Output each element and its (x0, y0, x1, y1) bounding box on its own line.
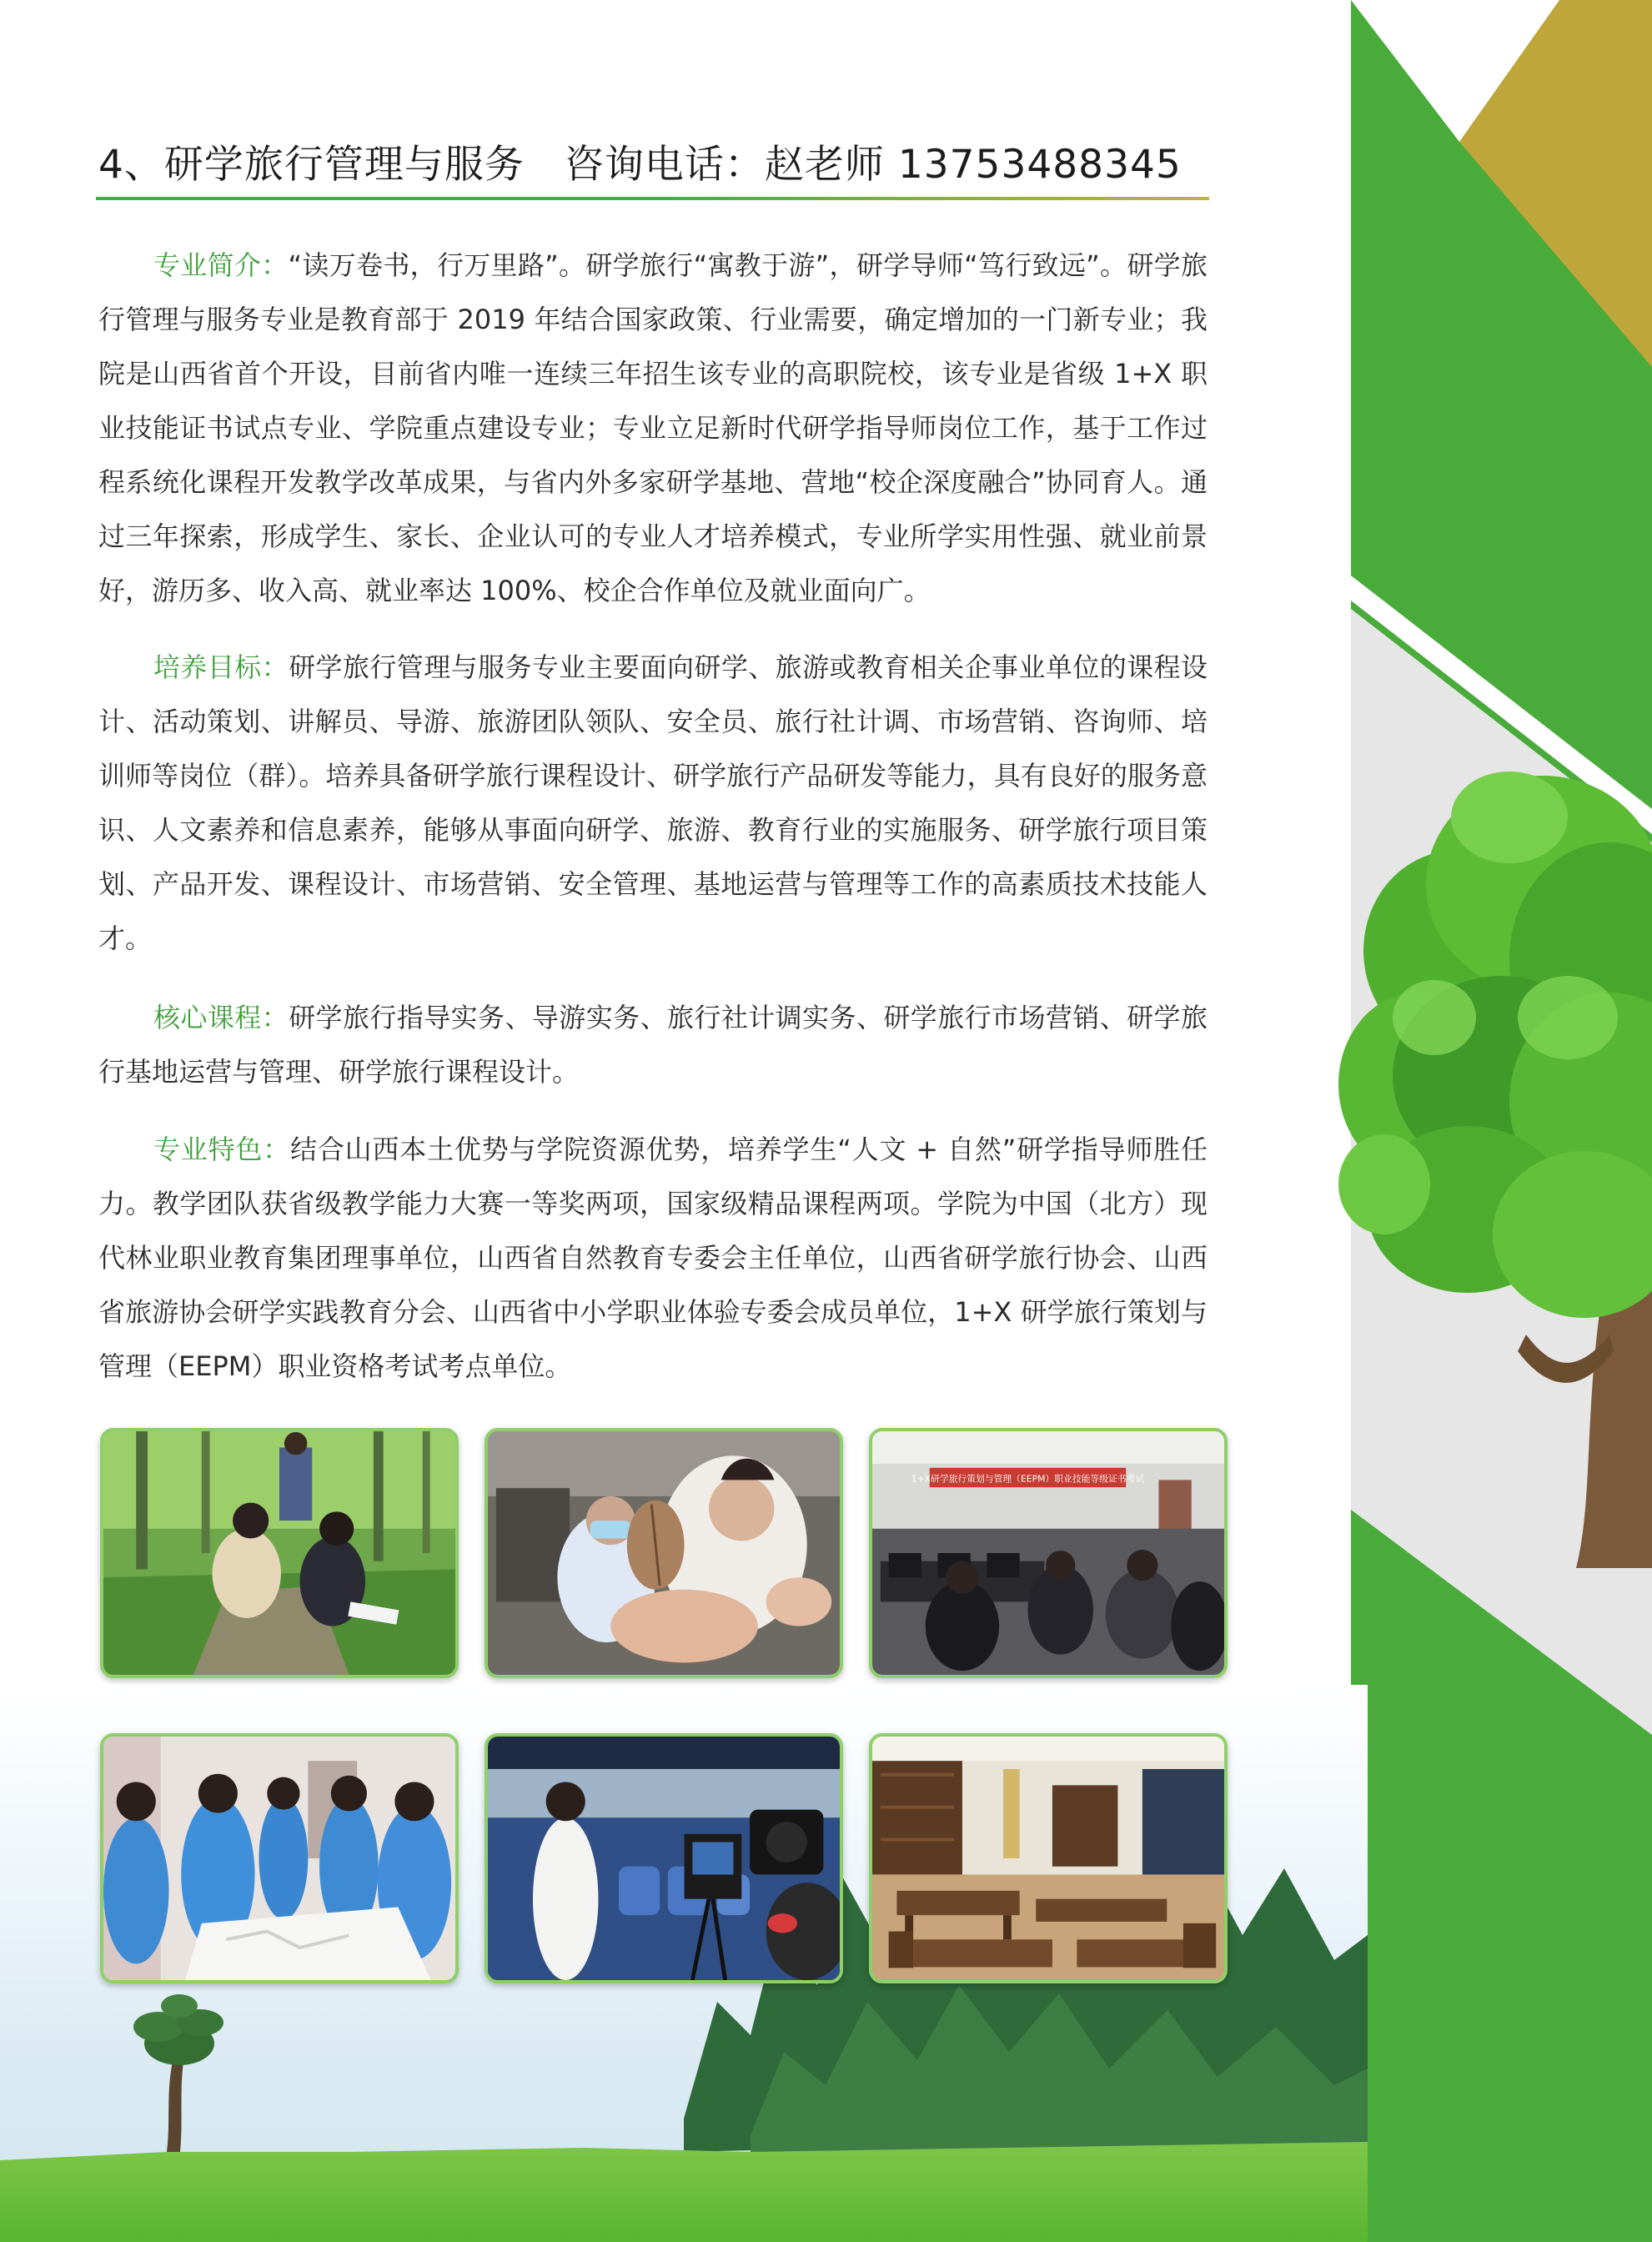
photo-student-team (100, 1733, 459, 1983)
intro-text: “读万卷书，行万里路”。研学旅行“寓教于游”，研学导师“笃行致远”。研学旅行管理与服务专业是教育部于 2019 年结合国家政策、行业需要，确定增加的一门新专业；我院是山西省首个开设，目前省内唯一连续三年招生该专业的高职院校，该专业是省级 1+X 职业技能证书试点专业、学院重点建设专业；专业立足新时代研学指导师岗位工作，基于工作过程系统化课程开发教学改革成果，与省内外多家研学基地、营地“校企深度融合”协同育人。通过三年探索，形成学生、家长、企业认可的专业人才培养模式，专业所学实用性强、就业前景好，游历多、收入高、就业率达 100%、校企合作单位及就业面向广。 (98, 249, 1208, 606)
section-title (98, 133, 1216, 189)
courses-text: 研学旅行指导实务、导游实务、旅行社计调实务、研学旅行市场营销、研学旅行基地运营与管理、研学旅行课程设计。 (98, 1002, 1208, 1088)
courses-paragraph (98, 991, 1208, 1099)
photo-field-study (100, 1428, 459, 1678)
features-text: 结合山西本土优势与学院资源优势，培养学生“人文 + 自然”研学指导师胜任力。教学团队获省级教学能力大赛一等奖两项，国家级精品课程两项。学院为中国（北方）现代林业职业教育集团理事单位，山西省自然教育专委会主任单位，山西省研学旅行协会、山西省旅游协会研学实践教育分会、山西省中小学职业体验专委会成员单位，1+X 研学旅行策划与管理（EEPM）职业资格考试考点单位。 (98, 1134, 1208, 1382)
features-label: 专业特色： (153, 1134, 291, 1165)
goals-text: 研学旅行管理与服务专业主要面向研学、旅游或教育相关企事业单位的课程设计、活动策划、讲解员、导游、旅游团队领队、安全员、旅行社计调、市场营销、咨询师、培训师等岗位（群）。培养具备研学旅行课程设计、研学旅行产品研发等能力，具有良好的服务意识、人文素养和信息素养，能够从事面向研学、旅游、教育行业的实施服务、研学旅行项目策划、产品开发、课程设计、市场营销、安全管理、基地运营与管理等工作的高素质技术技能人才。 (98, 651, 1208, 954)
title-underline (96, 197, 1209, 200)
contact-phone: 咨询电话：赵老师 13753488345 (564, 142, 1182, 188)
features-paragraph (98, 1123, 1208, 1394)
photo-leaf-specimen (485, 1428, 843, 1678)
intro-label: 专业简介： (153, 249, 289, 281)
photo-exam-room (869, 1428, 1228, 1678)
exam-banner-text: 1+X研学旅行策划与管理（EEPM）职业技能等级证书考试 (911, 1473, 1145, 1485)
intro-paragraph (98, 239, 1208, 618)
courses-label: 核心课程： (153, 1002, 289, 1033)
photo-tea-classroom (869, 1733, 1228, 1983)
section-name: 4、研学旅行管理与服务 (98, 142, 525, 188)
goals-paragraph (98, 641, 1208, 966)
photo-filming-on-bus (485, 1733, 843, 1983)
goals-label: 培养目标： (153, 651, 289, 683)
